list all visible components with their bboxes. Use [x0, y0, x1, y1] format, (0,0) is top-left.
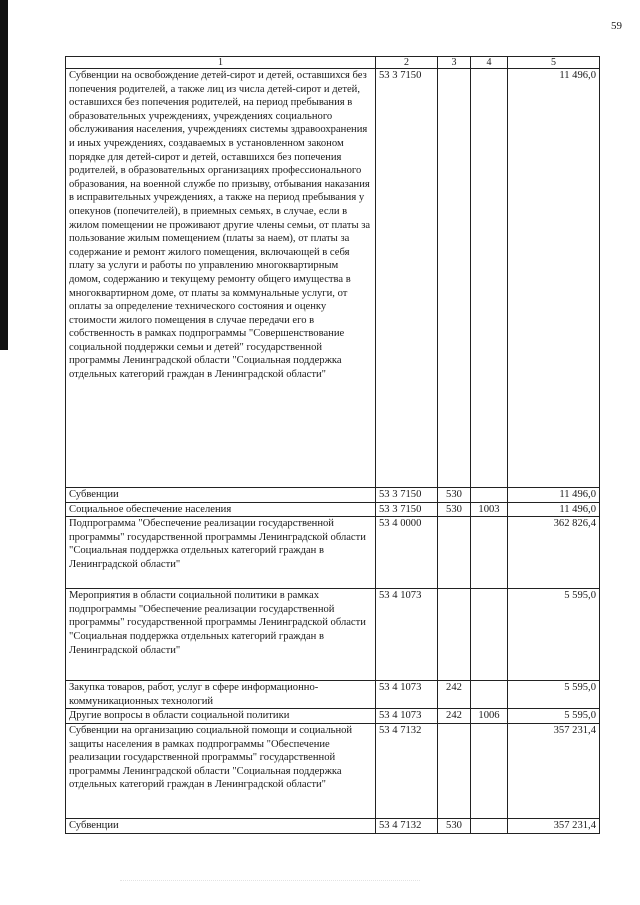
row-name: Субвенции на освобождение детей-сирот и детей, оставшихся без попечения родителей, а также лиц из числа детей-сирот и детей, оставшихся без попечения родителей, на период пребывания в образовательных учреждениях, учреждениях социального обслуживания населения, учреждениях системы здравоохранения и иных учреждениях, создаваемых в установленном законом порядке для детей-сирот и детей, оставшихся без попечения родителей, в образовательных организациях профессионального образования, на военной службе по призыву, отбывания наказания в исправительных учреждениях, а также на период пребывания у опекунов (попечителей), в приемных семьях, в случае, если в жилом помещении не проживают другие члены семьи, от платы за пользование жилым помещением (платы за наем), от платы за содержание и ремонт жилого помещения, включающей в себя плату за услуги и работы по управлению многоквартирным домом, содержанию и текущему ремонту общего имущества в многоквартирном доме, от платы за коммунальные услуги, от оплаты за определение технического состояния и оценку стоимости жилого помещения в случае передачи его в собственность в рамках подпрограммы "Совершенствование социальной поддержки семьи и детей" государственной программы Ленинградской области "Социальная поддержка отдельных категорий граждан в Ленинградской области" — [66, 69, 376, 488]
row-vr — [438, 517, 471, 589]
table-row — [66, 723, 600, 818]
table-row — [66, 502, 600, 517]
table-row — [66, 69, 600, 488]
row-code: 53 3 7150 — [376, 69, 438, 488]
row-amount: 5 595,0 — [508, 709, 600, 724]
row-code: 53 4 1073 — [376, 589, 438, 681]
column-header-2: 2 — [376, 57, 438, 69]
row-vr — [438, 69, 471, 488]
row-name: Субвенции — [66, 818, 376, 833]
column-header-4: 4 — [471, 57, 508, 69]
budget-table — [65, 56, 600, 834]
row-amount: 5 595,0 — [508, 681, 600, 709]
page-number: 59 — [611, 20, 622, 32]
row-code: 53 3 7150 — [376, 502, 438, 517]
row-vr — [438, 723, 471, 818]
column-header-3: 3 — [438, 57, 471, 69]
row-amount: 11 496,0 — [508, 488, 600, 503]
row-rz — [471, 818, 508, 833]
table-row — [66, 488, 600, 503]
row-code: 53 4 1073 — [376, 681, 438, 709]
header-row — [66, 57, 600, 69]
row-name: Другие вопросы в области социальной политики — [66, 709, 376, 724]
row-rz — [471, 69, 508, 488]
row-vr — [438, 589, 471, 681]
row-amount: 11 496,0 — [508, 69, 600, 488]
row-name: Закупка товаров, работ, услуг в сфере информационно-коммуникационных технологий — [66, 681, 376, 709]
row-code: 53 4 0000 — [376, 517, 438, 589]
row-rz: 1003 — [471, 502, 508, 517]
row-vr: 242 — [438, 709, 471, 724]
column-header-1: 1 — [66, 57, 376, 69]
row-rz: 1006 — [471, 709, 508, 724]
row-name: Субвенции на организацию социальной помощи и социальной защиты населения в рамках подпрограммы "Обеспечение реализации государственной программы" государственной программы Ленинградской области "Социальная поддержка отдельных категорий граждан в Ленинградской области" — [66, 723, 376, 818]
row-vr: 242 — [438, 681, 471, 709]
table-row — [66, 709, 600, 724]
row-rz — [471, 488, 508, 503]
row-amount: 357 231,4 — [508, 818, 600, 833]
table-row — [66, 681, 600, 709]
row-vr: 530 — [438, 502, 471, 517]
row-vr: 530 — [438, 818, 471, 833]
row-amount: 11 496,0 — [508, 502, 600, 517]
table-row — [66, 818, 600, 833]
scan-edge-bar — [0, 0, 8, 350]
row-rz — [471, 517, 508, 589]
row-name: Мероприятия в области социальной политики в рамках подпрограммы "Обеспечение реализации государственной программы" государственной программы Ленинградской области "Социальная поддержка отдельных категорий граждан в Ленинградской области" — [66, 589, 376, 681]
row-code: 53 4 7132 — [376, 723, 438, 818]
row-rz — [471, 723, 508, 818]
row-code: 53 4 7132 — [376, 818, 438, 833]
table-row — [66, 589, 600, 681]
row-code: 53 4 1073 — [376, 709, 438, 724]
row-amount: 362 826,4 — [508, 517, 600, 589]
row-name: Подпрограмма "Обеспечение реализации государственной программы" государственной программы Ленинградской области "Социальная поддержка отдельных категорий граждан в Ленинградской области" — [66, 517, 376, 589]
row-amount: 5 595,0 — [508, 589, 600, 681]
row-name: Социальное обеспечение населения — [66, 502, 376, 517]
row-vr: 530 — [438, 488, 471, 503]
table-row — [66, 517, 600, 589]
row-amount: 357 231,4 — [508, 723, 600, 818]
scan-noise — [120, 880, 420, 887]
row-rz — [471, 681, 508, 709]
row-code: 53 3 7150 — [376, 488, 438, 503]
column-header-5: 5 — [508, 57, 600, 69]
row-rz — [471, 589, 508, 681]
row-name: Субвенции — [66, 488, 376, 503]
